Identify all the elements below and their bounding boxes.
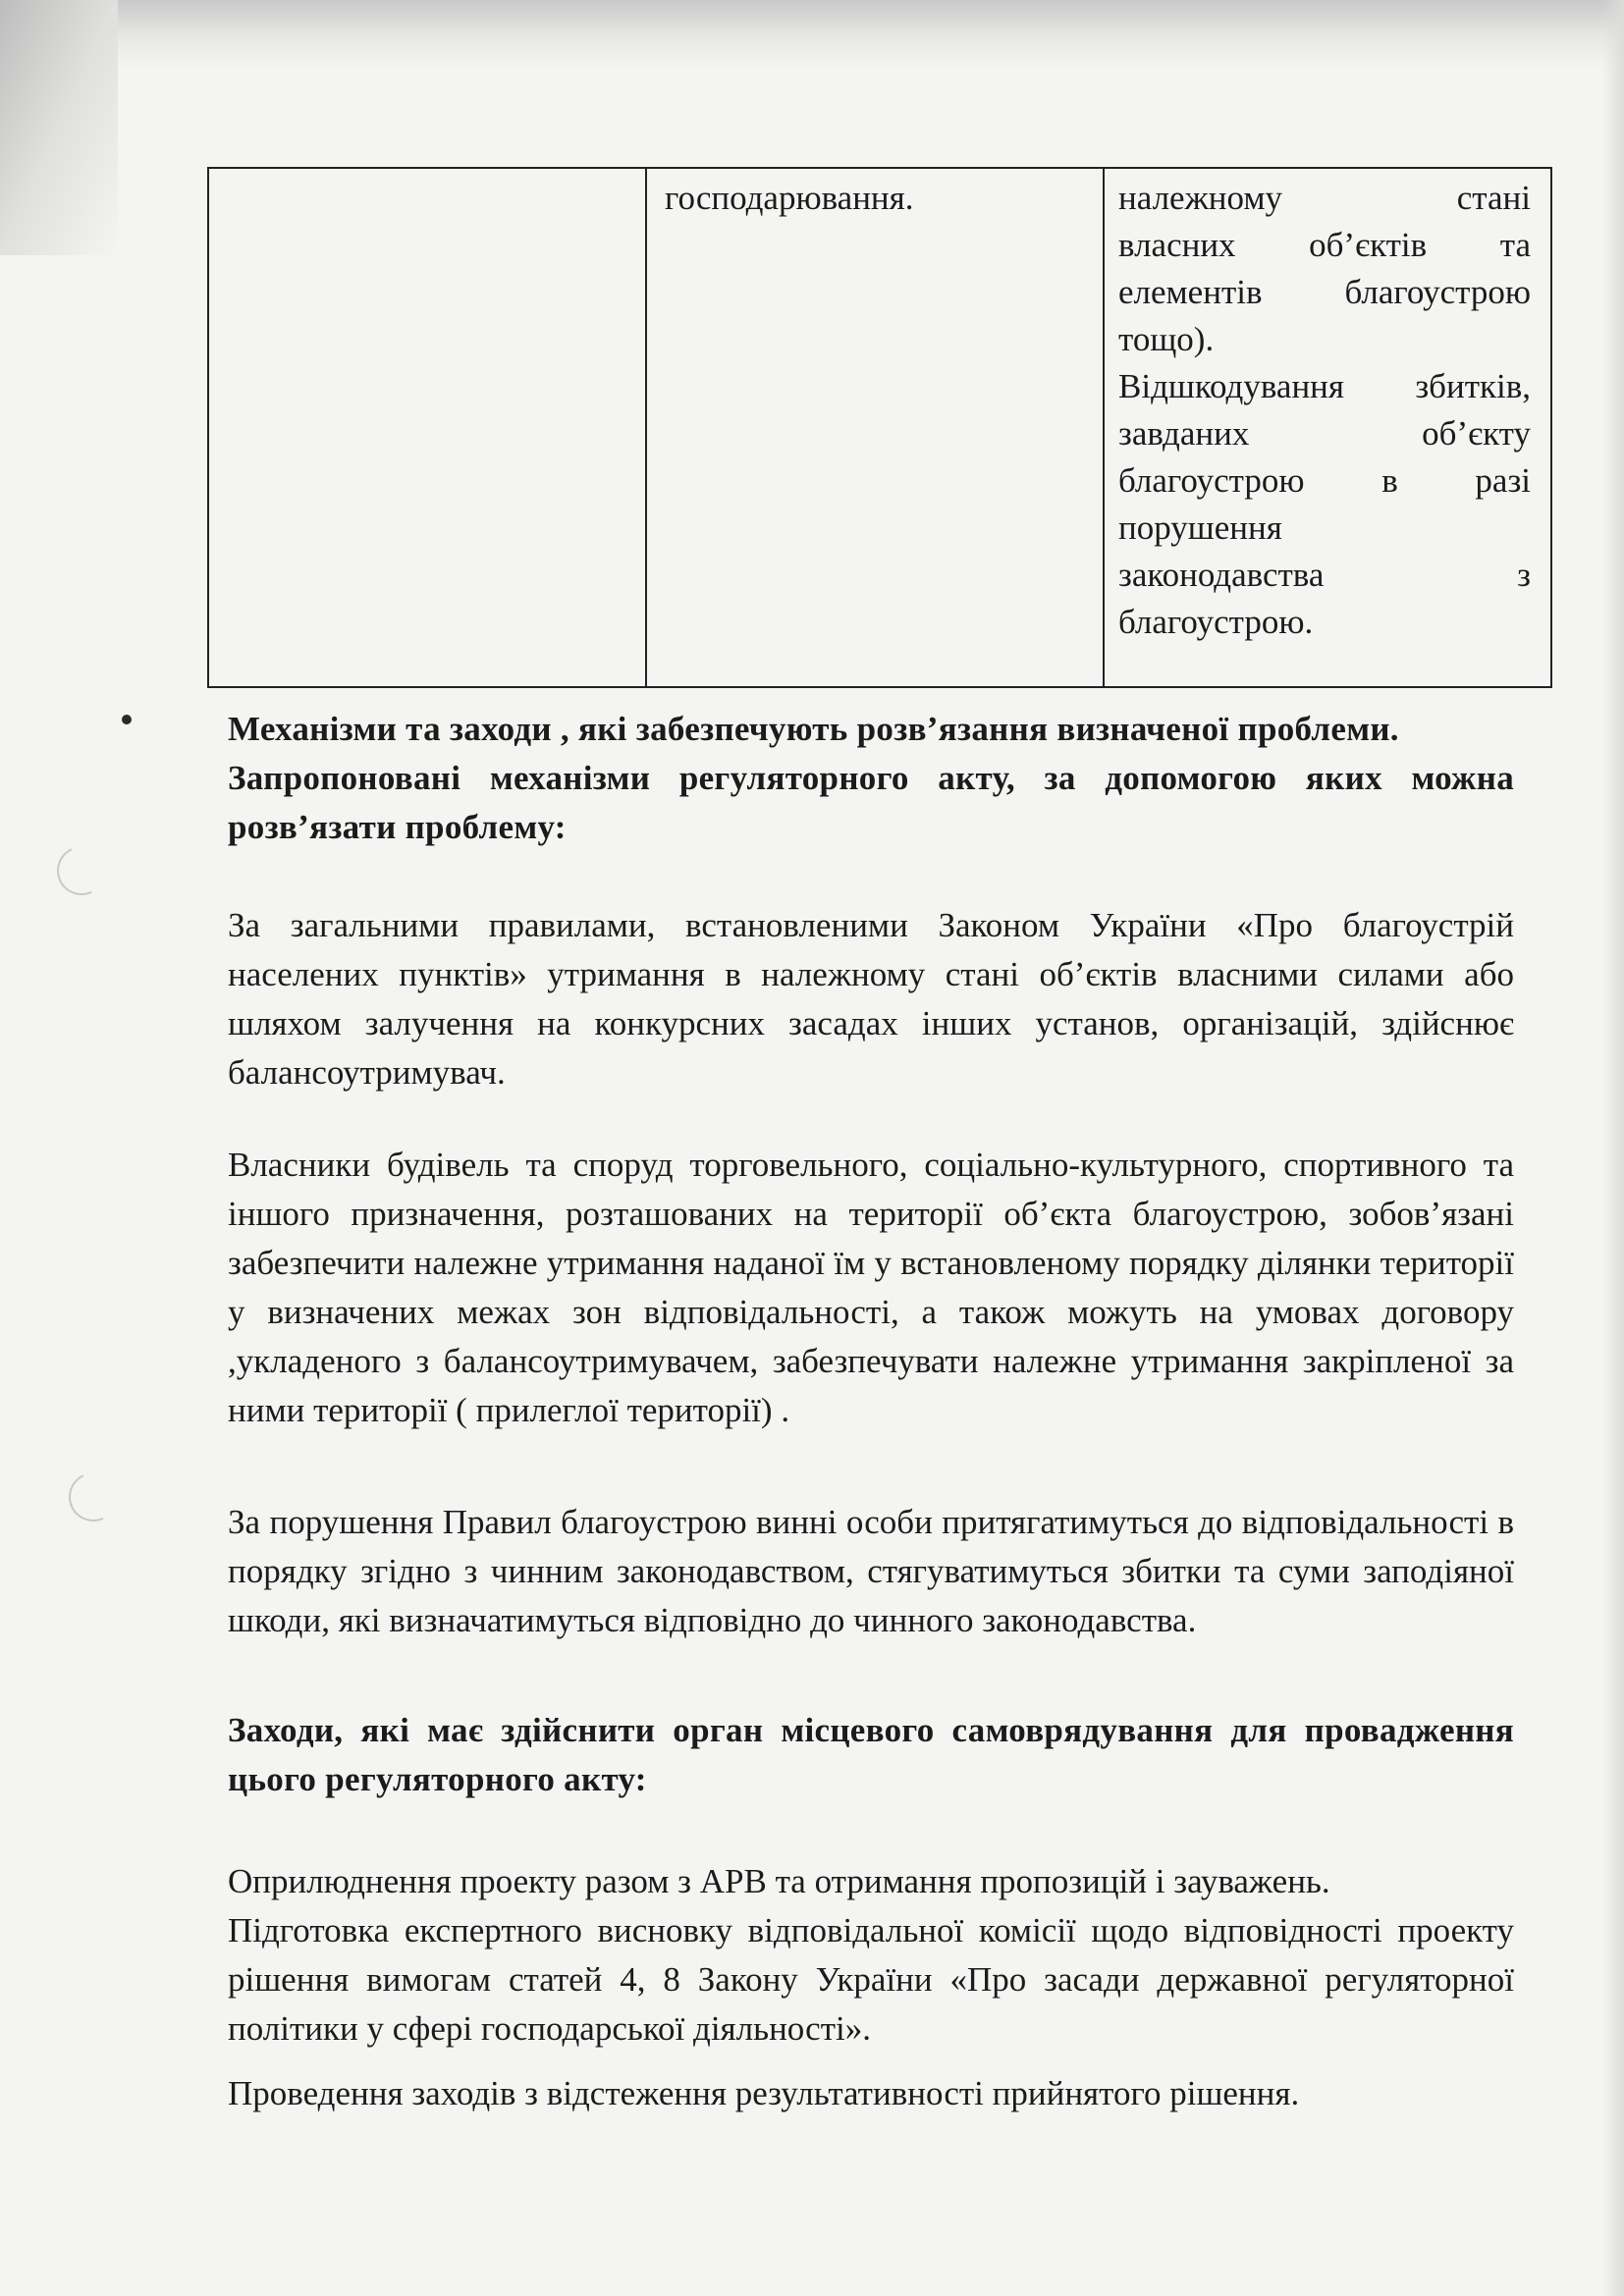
- table-cell-goal-text: господарювання.: [665, 179, 914, 217]
- table-cell-line: законодавства з: [1118, 556, 1531, 594]
- table-cell-line: завданих об’єкту: [1118, 414, 1531, 453]
- table-cell-line: елементів благоустрою: [1118, 273, 1531, 311]
- heading-proposed-mechanisms: Запропоновані механізми регуляторного акту, за допомогою яких можна розв’язати проблему:: [228, 759, 1514, 846]
- punch-hole-mark: [62, 1466, 125, 1528]
- paragraph-text: За порушення Правил благоустрою винні особи притягатимуться до відповідальності в порядку згідно з чинним законодавством, стягуватимуться збитки та суми заподіяної шкоди, які визначатимуться відповідно до чинного законодавства.: [228, 1503, 1514, 1639]
- measure-monitoring: [228, 2069, 1514, 2118]
- table-cell-goal: [646, 168, 1104, 687]
- table-cell-line: Відшкодування збитків,: [1118, 367, 1531, 405]
- margin-dot: [122, 715, 132, 724]
- table-cell-empty: [208, 168, 646, 687]
- paragraph-violations: [228, 1498, 1514, 1645]
- punch-hole-mark: [50, 839, 113, 902]
- table-cell-line: власних об’єктів та: [1118, 226, 1531, 264]
- paragraph-text: Власники будівель та споруд торговельного, соціально-культурного, спортивного та іншого призначення, розташованих на території об’єкта благоустрою, зобов’язані забезпечити належне утримання наданої їм у встановленому порядку ділянки території у визначених межах зон відповідальності, а також можуть на умовах договору ,укладеного з балансоутримувачем, забезпечувати належне утримання закріпленої за ними території ( прилеглої території) .: [228, 1146, 1514, 1429]
- measures-list: [228, 1857, 1514, 2054]
- table-row: [208, 168, 1551, 687]
- table-cell-measures: [1104, 168, 1551, 687]
- section-mechanisms: [228, 705, 1514, 852]
- paragraph-text: За загальними правилами, встановленими Законом України «Про благоустрій населених пунктів» утримання в належному стані об’єктів власними силами або шляхом залучення на конкурсних засадах інших установ, організацій, здійснює балансоутримувач.: [228, 906, 1514, 1092]
- measure-item: Проведення заходів з відстеження результативності прийнятого рішення.: [228, 2074, 1300, 2112]
- section-measures: [228, 1706, 1514, 1804]
- table-cell-line: порушення: [1118, 508, 1282, 547]
- paragraph-owners: [228, 1141, 1514, 1435]
- paragraph-general-rules: [228, 901, 1514, 1097]
- table-cell-line: благоустрою.: [1118, 603, 1314, 641]
- measure-item: Підготовка експертного висновку відповідальної комісії щодо відповідності проекту рішення вимогам статей 4, 8 Закону України «Про засади державної регуляторної політики у сфері господарської діяльності».: [228, 1911, 1514, 2048]
- table-cell-line: благоустрою в разі: [1118, 461, 1531, 500]
- page-edge-shadow: [1602, 0, 1624, 2296]
- table-cell-line: тощо).: [1118, 320, 1215, 358]
- page-corner-shadow: [0, 0, 118, 255]
- heading-measures: Заходи, які має здійснити орган місцевого самоврядування для провадження цього регуляторного акту:: [228, 1711, 1514, 1798]
- heading-mechanisms: Механізми та заходи , які забезпечують розв’язання визначеної проблеми.: [228, 710, 1399, 748]
- page-fold-shadow: [0, 0, 1624, 69]
- table-cell-line: належному стані: [1118, 179, 1531, 217]
- measure-item: Оприлюднення проекту разом з АРВ та отримання пропозицій і зауважень.: [228, 1862, 1330, 1900]
- continuation-table: [207, 167, 1552, 688]
